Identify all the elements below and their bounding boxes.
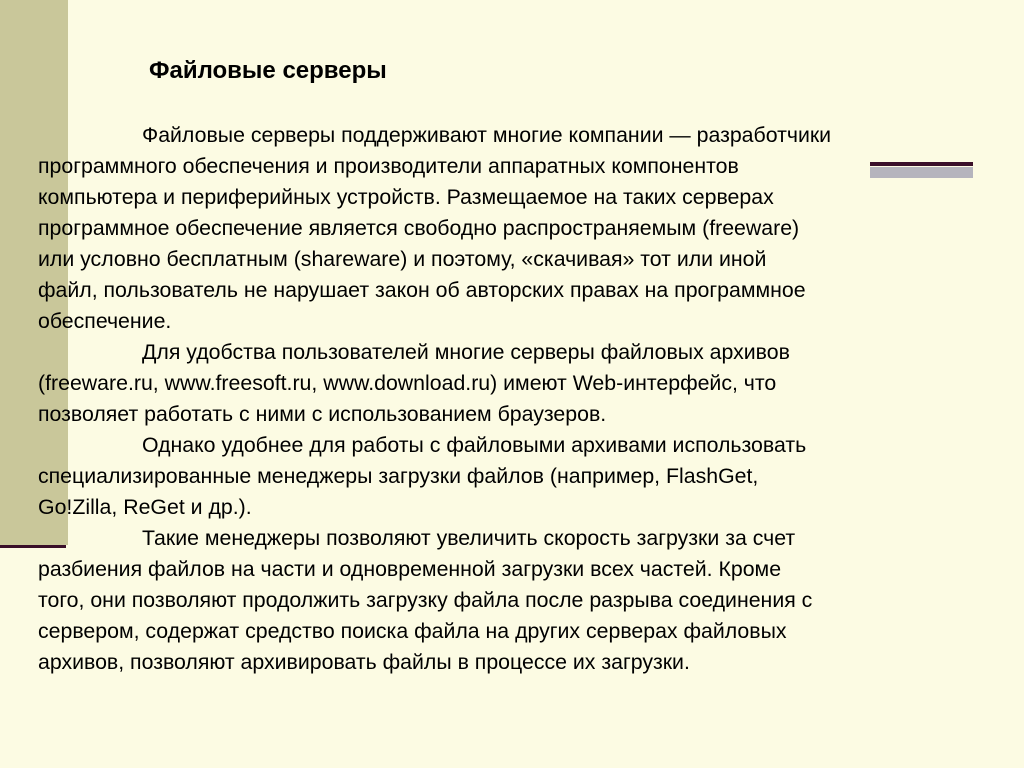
body-line: разбиения файлов на части и одновременной загрузки всех частей. Кроме [38, 557, 782, 581]
body-line: того, они позволяют продолжить загрузку файла после разрыва соединения с [38, 588, 813, 612]
body-line: (freeware.ru, www.freesoft.ru, www.download.ru) имеют Web-интерфейс, что [38, 371, 777, 395]
body-line: архивов, позволяют архивировать файлы в процессе их загрузки. [38, 650, 690, 674]
body-line: Для удобства пользователей многие серверы файловых архивов [142, 340, 790, 364]
body-line: Однако удобнее для работы с файловыми архивами использовать [142, 433, 807, 457]
body-line: программное обеспечение является свободно распространяемым (freeware) [38, 216, 800, 240]
body-line: обеспечение. [38, 309, 172, 333]
body-line: программного обеспечения и производители аппаратных компонентов [38, 154, 739, 178]
body-line: позволяет работать с ними с использованием браузеров. [38, 402, 607, 426]
paragraph-file-servers-intro [38, 120, 978, 337]
body-line: компьютера и периферийных устройств. Размещаемое на таких серверах [38, 185, 774, 209]
body-line: Go!Zilla, ReGet и др.). [38, 495, 252, 519]
body-line: файл, пользователь не нарушает закон об авторских правах на программное [38, 278, 806, 302]
body-line: специализированные менеджеры загрузки файлов (например, FlashGet, [38, 464, 759, 488]
body-line: Такие менеджеры позволяют увеличить скорость загрузки за счет [142, 526, 796, 550]
paragraph-manager-features [38, 523, 978, 678]
paragraph-web-interfaces [38, 337, 978, 430]
body-line: или условно бесплатным (shareware) и поэтому, «скачивая» тот или иной [38, 247, 767, 271]
body-line: Файловые серверы поддерживают многие компании — разработчики [142, 123, 832, 147]
slide-title: Файловые серверы [149, 57, 387, 84]
body-line: сервером, содержат средство поиска файла на других серверах файловых [38, 619, 787, 643]
paragraph-download-managers [38, 430, 978, 523]
slide-body [38, 120, 978, 678]
